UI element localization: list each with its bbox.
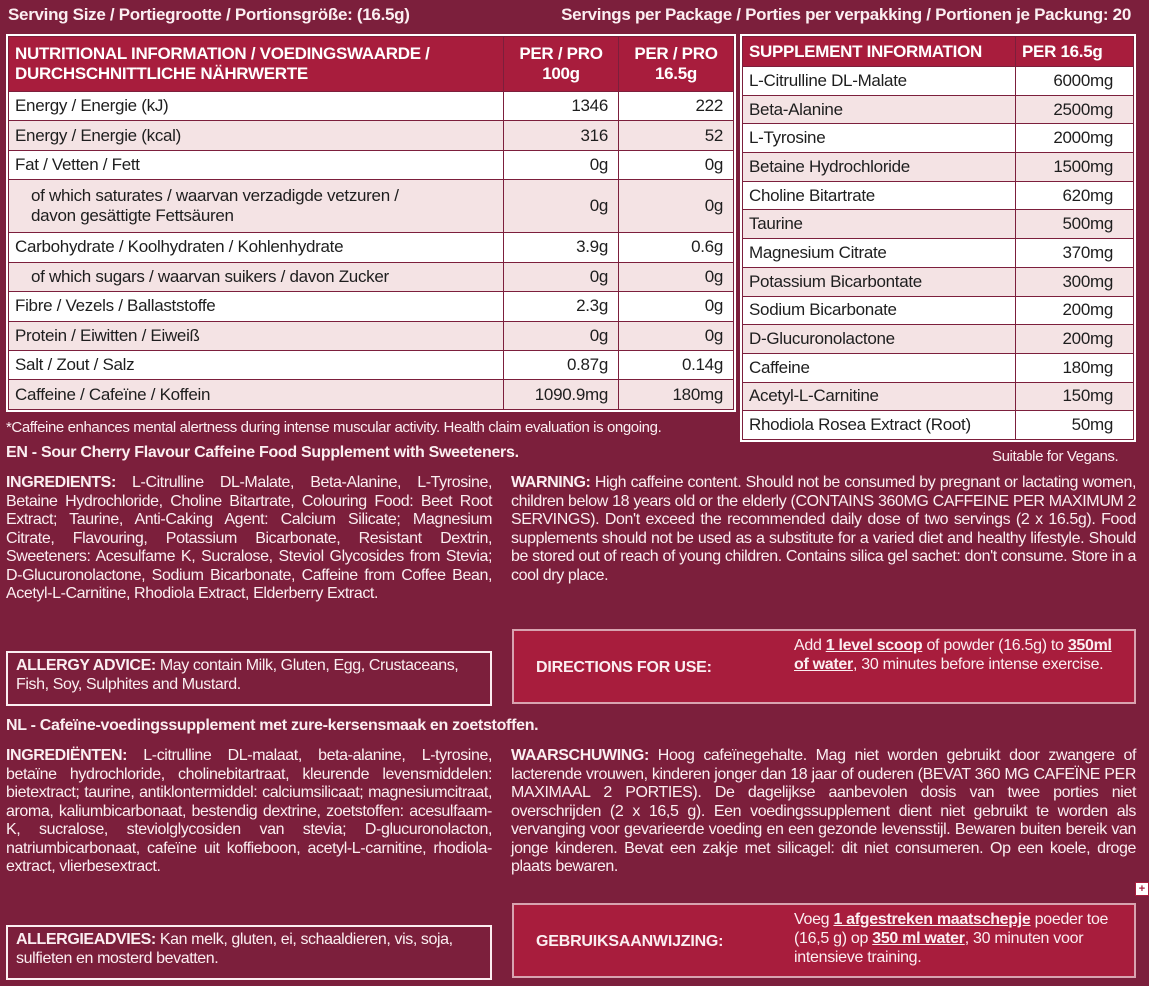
table-row <box>743 411 1134 440</box>
nl-dir-part: , 30 minuten voor intensieve training. <box>794 930 1084 966</box>
nutrient-value-serving: 0g <box>619 292 734 321</box>
table-row <box>743 181 1134 210</box>
nutrition-table <box>6 34 736 412</box>
table-row <box>9 91 734 120</box>
table-row <box>743 67 1134 96</box>
en-product-title: EN - Sour Cherry Flavour Caffeine Food Supplement with Sweeteners. <box>6 444 519 461</box>
supplement-amount: 620mg <box>1016 181 1134 210</box>
table-row <box>9 262 734 291</box>
en-ingredients-text: L-Citrulline DL-Malate, Beta-Alanine, L-Tyrosine, Betaine Hydrochloride, Choline Bitartrate, Colouring Food: Beet Root Extract; Taurine, Anti-Caking Agent: Calcium Silicate; Magnesium Citrate, Flavouring, Potassium Bicarbonate, Resistant Dextrin, Sweeteners: Acesulfame K, Sucralose, Steviol Glycosides from Stevia; D-Glucuronolactone, Sodium Bicarbonate, Caffeine from Coffee Bean, Acetyl-L-Carnitine, Rhodiola Extract, Elderberry Extract. <box>6 474 492 602</box>
nutrient-value-100g: 2.3g <box>504 292 619 321</box>
nl-ingredients <box>6 747 492 877</box>
en-ingredients-label: INGREDIENTS: <box>6 474 116 491</box>
supplement-amount: 300mg <box>1016 267 1134 296</box>
supplement-name: Choline Bitartrate <box>743 181 1016 210</box>
table-row <box>9 380 734 410</box>
nl-allergy-box <box>6 925 492 980</box>
supplement-name: Caffeine <box>743 353 1016 382</box>
en-allergy-text: May contain Milk, Gluten, Egg, Crustaceans, Fish, Soy, Sulphites and Mustard. <box>16 657 459 693</box>
en-directions-text <box>794 636 1124 674</box>
table-row <box>743 239 1134 268</box>
supplement-amount: 180mg <box>1016 353 1134 382</box>
supplement-name: L-Tyrosine <box>743 124 1016 153</box>
header-per100-line1: PER / PRO <box>519 43 603 63</box>
supplement-name: Acetyl-L-Carnitine <box>743 382 1016 411</box>
nutrient-label: Protein / Eiwitten / Eiweiß <box>9 321 504 350</box>
table-row <box>9 121 734 150</box>
en-allergy-label: ALLERGY ADVICE: <box>16 657 156 674</box>
nutrient-label: Fibre / Vezels / Ballaststoffe <box>9 292 504 321</box>
nl-ingredients-text: L-citrulline DL-malaat, beta-alanine, L-tyrosine, betaïne hydrochloride, cholinebitartraat, kleurende levensmiddelen: bietextract; taurine, antiklontermiddel: calciumsilicaat; magnesiumcitraat, aroma, kaliumbicarbonaat, bestendig dextrine, zoetstoffen: acesulfaam-K, sucralose, steviolglycosiden van stevia; D-glucuronolacton, natriumbicarbonaat, cafeïne uit koffieboon, acetyl-L-carnitine, rhodiola-extract, vlierbesextract. <box>6 747 492 875</box>
supplement-amount: 200mg <box>1016 296 1134 325</box>
nutrient-value-serving: 52 <box>619 121 734 150</box>
vegan-note: Suitable for Vegans. <box>992 448 1119 465</box>
table-row <box>9 150 734 179</box>
servings-per-package: Servings per Package / Porties per verpakking / Portionen je Packung: 20 <box>561 5 1131 24</box>
supplement-header-label: SUPPLEMENT INFORMATION <box>743 37 1016 67</box>
nutrient-value-100g: 0g <box>504 262 619 291</box>
supplement-table <box>740 34 1136 442</box>
nutrient-value-serving: 0g <box>619 321 734 350</box>
nutrient-value-100g: 0g <box>504 150 619 179</box>
nutrient-value-100g: 316 <box>504 121 619 150</box>
nutrient-value-100g: 0g <box>504 321 619 350</box>
supplement-amount: 6000mg <box>1016 67 1134 96</box>
table-row <box>743 153 1134 182</box>
supplement-name: Sodium Bicarbonate <box>743 296 1016 325</box>
nutrient-value-serving: 0g <box>619 150 734 179</box>
nutrient-value-serving: 0.14g <box>619 351 734 380</box>
supplement-name: D-Glucuronolactone <box>743 325 1016 354</box>
header-perserv-line1: PER / PRO <box>634 43 718 63</box>
supplement-name: Rhodiola Rosea Extract (Root) <box>743 411 1016 440</box>
table-row <box>743 95 1134 124</box>
nutrient-value-serving: 180mg <box>619 380 734 410</box>
nutrient-label: Caffeine / Cafeïne / Koffein <box>9 380 504 410</box>
nutrient-value-100g: 1090.9mg <box>504 380 619 410</box>
table-row <box>743 210 1134 239</box>
nutrition-header-label <box>9 37 504 92</box>
nutrient-label-line2: davon gesättigte Fettsäuren <box>31 206 234 226</box>
nutrition-header-per100 <box>504 37 619 92</box>
en-warning <box>511 474 1136 585</box>
table-row <box>9 321 734 350</box>
table-row <box>743 325 1134 354</box>
nutrient-value-100g: 3.9g <box>504 233 619 262</box>
nutrition-header-line2: DURCHSCHNITTLICHE NÄHRWERTE <box>15 63 308 83</box>
table-row <box>9 351 734 380</box>
en-dir-part: , 30 minutes before intense exercise. <box>852 656 1104 673</box>
supplement-name: Betaine Hydrochloride <box>743 153 1016 182</box>
supplement-amount: 370mg <box>1016 239 1134 268</box>
nutrition-header-perserving <box>619 37 734 92</box>
nl-dir-part: Voeg <box>794 911 834 928</box>
supplement-amount: 1500mg <box>1016 153 1134 182</box>
nl-ingredients-label: INGREDIËNTEN: <box>6 747 128 764</box>
caffeine-footnote: *Caffeine enhances mental alertness during intense muscular activity. Health claim evaluation is ongoing. <box>6 419 662 436</box>
supplement-amount: 200mg <box>1016 325 1134 354</box>
en-warning-label: WARNING: <box>511 474 591 491</box>
supplement-amount: 500mg <box>1016 210 1134 239</box>
table-row <box>9 233 734 262</box>
supplement-amount: 2500mg <box>1016 95 1134 124</box>
supplement-name: Magnesium Citrate <box>743 239 1016 268</box>
nutrient-label: Energy / Energie (kJ) <box>9 91 504 120</box>
nl-warning-text: Hoog cafeïnegehalte. Mag niet worden gebruikt door zwangere of lacterende vrouwen, kinderen jonger dan 18 jaar of ouderen (BEVAT 360 MG CAFEÏNE PER MAXIMAAL 2 PORTIES). De dagelijkse aanbevolen dosis van twee porties niet overschrijden (2 x 16,5 g). Een voedingssupplement dient niet gebruikt te worden als vervanging voor gevarieerde voeding en een gezonde levensstijl. Bewaren buiten bereik van jonge kinderen. Bevat een zakje met silicagel: dit niet consumeren. Op een koele, droge plaats bewaren. <box>511 747 1137 875</box>
nl-warning <box>511 747 1136 877</box>
nl-dir-scoop: 1 afgestreken maatschepje <box>833 911 1031 928</box>
nutrition-header-line1: NUTRITIONAL INFORMATION / VOEDINGSWAARDE / <box>15 43 430 63</box>
table-row <box>743 124 1134 153</box>
table-row <box>9 180 734 233</box>
nl-directions-text <box>794 910 1124 967</box>
supplement-name: Beta-Alanine <box>743 95 1016 124</box>
table-row <box>743 353 1134 382</box>
nutrient-label <box>9 180 504 233</box>
supplement-header-amount: PER 16.5g <box>1016 37 1134 67</box>
en-dir-part: of powder (16.5g) to <box>922 637 1068 654</box>
nl-warning-label: WAARSCHUWING: <box>511 747 649 764</box>
supplement-name: L-Citrulline DL-Malate <box>743 67 1016 96</box>
table-row <box>743 296 1134 325</box>
supplement-amount: 150mg <box>1016 382 1134 411</box>
supplement-amount: 50mg <box>1016 411 1134 440</box>
nutrient-value-serving: 222 <box>619 91 734 120</box>
en-dir-scoop: 1 level scoop <box>825 637 923 654</box>
en-directions-label: DIRECTIONS FOR USE: <box>536 659 712 676</box>
nl-dir-part: poeder toe (16,5 g) op <box>794 911 1109 947</box>
nutrient-value-100g: 0g <box>504 180 619 233</box>
en-allergy-box <box>6 651 492 706</box>
en-ingredients <box>6 474 492 604</box>
nutrient-label: Carbohydrate / Koolhydraten / Kohlenhydrate <box>9 233 504 262</box>
supplement-amount: 2000mg <box>1016 124 1134 153</box>
nl-product-title: NL - Cafeïne-voedingssupplement met zure-kersensmaak en zoetstoffen. <box>6 717 539 734</box>
nutrient-value-serving: 0.6g <box>619 233 734 262</box>
nutrient-value-100g: 1346 <box>504 91 619 120</box>
nutrient-label: Salt / Zout / Salz <box>9 351 504 380</box>
nl-allergy-text: Kan melk, gluten, ei, schaaldieren, vis, soja, sulfieten en mosterd bevatten. <box>16 931 453 967</box>
table-row <box>743 267 1134 296</box>
nutrient-label: Fat / Vetten / Fett <box>9 150 504 179</box>
nl-dir-water: 350 ml water <box>872 930 965 947</box>
nutrient-label: Energy / Energie (kcal) <box>9 121 504 150</box>
nl-directions-box <box>512 903 1136 978</box>
nutrient-label: of which sugars / waarvan suikers / davon Zucker <box>9 262 504 291</box>
table-row <box>9 292 734 321</box>
en-warning-text: High caffeine content. Should not be consumed by pregnant or lactating women, children below 18 years old or the elderly (CONTAINS 360MG CAFFEINE PER MAXIMUM 2 SERVINGS). Don't exceed the recommended daily dose of two servings (2 x 16.5g). Food supplements should not be used as a substitute for a varied diet and healthy lifestyle. Should be stored out of reach of young children. Contains silica gel sachet: don't consume. Store in a cool dry place. <box>511 474 1136 584</box>
nutrient-value-serving: 0g <box>619 180 734 233</box>
nutrient-value-100g: 0.87g <box>504 351 619 380</box>
header-perserv-line2: 16.5g <box>655 63 697 83</box>
en-dir-part: Add <box>794 637 826 654</box>
table-row <box>743 382 1134 411</box>
header-per100-line2: 100g <box>542 63 580 83</box>
supplement-name: Potassium Bicarbontate <box>743 267 1016 296</box>
plus-icon: + <box>1135 882 1149 896</box>
nutrient-label-line1: of which saturates / waarvan verzadigde vetzuren / <box>31 186 399 206</box>
en-directions-box <box>512 629 1136 704</box>
supplement-name: Taurine <box>743 210 1016 239</box>
serving-size: Serving Size / Portiegrootte / Portionsgröße: (16.5g) <box>8 5 410 24</box>
en-dir-water: 350ml of water <box>794 637 1112 673</box>
nl-allergy-label: ALLERGIEADVIES: <box>16 931 156 948</box>
nutrient-value-serving: 0g <box>619 262 734 291</box>
nl-directions-label: GEBRUIKSAANWIJZING: <box>536 933 724 950</box>
